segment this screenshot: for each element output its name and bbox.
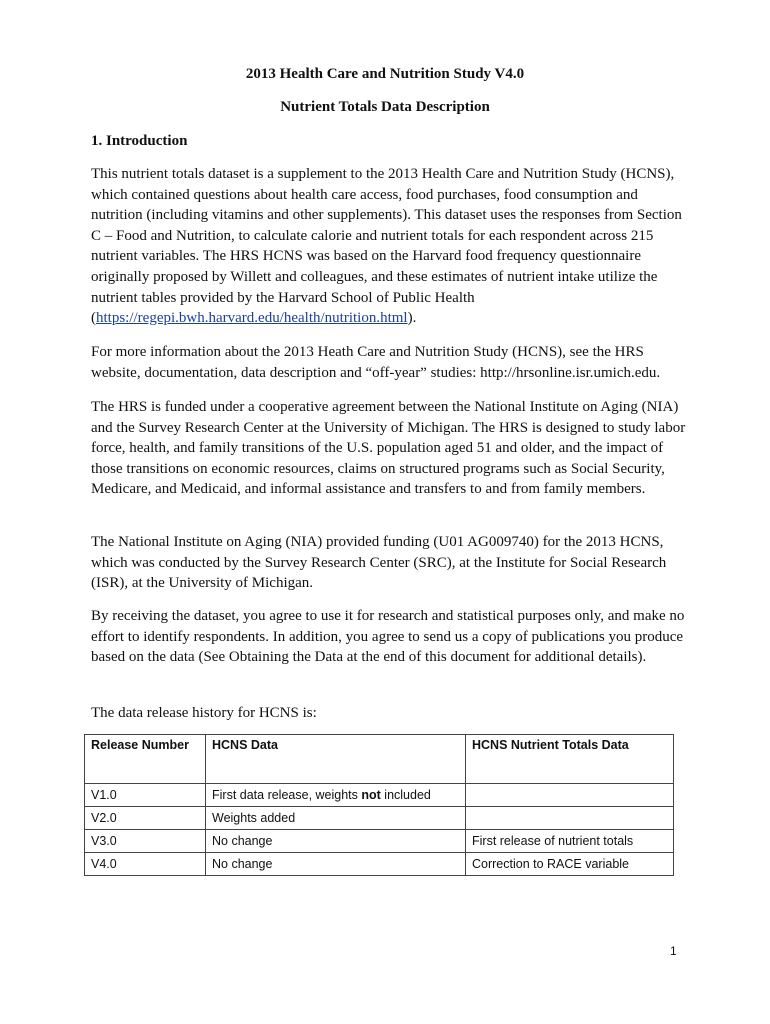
table-header-row — [85, 735, 674, 784]
data-cell: No change — [206, 830, 466, 853]
header-nutrient-totals: HCNS Nutrient Totals Data — [466, 735, 674, 784]
paragraph-more-info: For more information about the 2013 Heath Care and Nutrition Study (HCNS), see the HRS website, documentation, data description and “off-year” studies: http://hrsonline.isr.umich.edu. — [91, 344, 661, 381]
table-row — [85, 784, 674, 807]
table-row — [85, 853, 674, 876]
table-row — [85, 830, 674, 853]
paragraph-nia-funding: The National Institute on Aging (NIA) provided funding (U01 AG009740) for the 2013 HCNS, which was conducted by the Survey Research Center (SRC), at the Institute for Social Research (ISR), at the University of Michigan. — [91, 534, 667, 592]
document-title: 2013 Health Care and Nutrition Study V4.0 — [245, 66, 525, 82]
release-cell: V2.0 — [85, 807, 206, 830]
release-history-table — [84, 734, 674, 876]
data-cell: First data release, weights not included — [206, 784, 466, 807]
paragraph-text: This nutrient totals dataset is a supplement to the 2013 Health Care and Nutrition Study (HCNS), which contained questions about health care access, food purchases, food consumption and nutrition (including vitamins and other supplements). This dataset uses the responses from Section C – Food and Nutrition, to calculate calorie and nutrient totals for each respondent across 215 nutrient variables. The HRS HCNS was based on the Harvard food frequency questionnaire originally proposed by Willett and colleagues, and these estimates of nutrient intake utilize the nutrient tables provided by the Harvard School of Public Health — [91, 166, 682, 306]
section-heading-introduction: 1. Introduction — [91, 133, 188, 149]
nutrition-tables-link[interactable]: https://regepi.bwh.harvard.edu/health/nutrition.html — [96, 310, 408, 327]
header-release-number: Release Number — [85, 735, 206, 784]
release-cell: V3.0 — [85, 830, 206, 853]
data-cell: Weights added — [206, 807, 466, 830]
document-subtitle: Nutrient Totals Data Description — [280, 99, 490, 115]
table-row — [85, 807, 674, 830]
nutrient-cell: Correction to RACE variable — [466, 853, 674, 876]
nutrient-cell — [466, 784, 674, 807]
header-hcns-data: HCNS Data — [206, 735, 466, 784]
paragraph-hrs-funding: The HRS is funded under a cooperative agreement between the National Institute on Aging (NIA) and the Survey Research Center at the University of Michigan. The HRS is designed to study labor force, health, and family transitions of the U.S. population aged 51 and older, and the impact of those transitions on economic resources, claims on structured programs such as Social Security, Medicare, and Medicaid, and informal assistance and transfers to and from family members. — [91, 399, 686, 498]
release-cell: V1.0 — [85, 784, 206, 807]
nutrient-cell — [466, 807, 674, 830]
paragraph-usage-agreement: By receiving the dataset, you agree to use it for research and statistical purposes only, and make no effort to identify respondents. In addition, you agree to send us a copy of publications you produce based on the data (See Obtaining the Data at the end of this document for additional details). — [91, 608, 685, 666]
nutrient-cell: First release of nutrient totals — [466, 830, 674, 853]
paragraph-dataset-overview: This nutrient totals dataset is a supplement to the 2013 Health Care and Nutrition Study (HCNS), which contained questions about health care access, food purchases, food consumption and nutrition (including vitamins and other supplements). This dataset uses the responses from Section C – Food and Nutrition, to calculate calorie and nutrient totals for each respondent across 215 nutrient variables. The HRS HCNS was based on the Harvard food frequency questionnaire originally proposed by Willett and colleagues, and these estimates of nutrient intake utilize the nutrient tables provided by the Harvard School of Public Health (https://regepi.bwh.harvard.edu/health/nutrition.html). — [91, 166, 682, 327]
release-cell: V4.0 — [85, 853, 206, 876]
paragraph-release-history-intro: The data release history for HCNS is: — [91, 705, 317, 721]
page-number: 1 — [670, 944, 677, 958]
data-cell: No change — [206, 853, 466, 876]
